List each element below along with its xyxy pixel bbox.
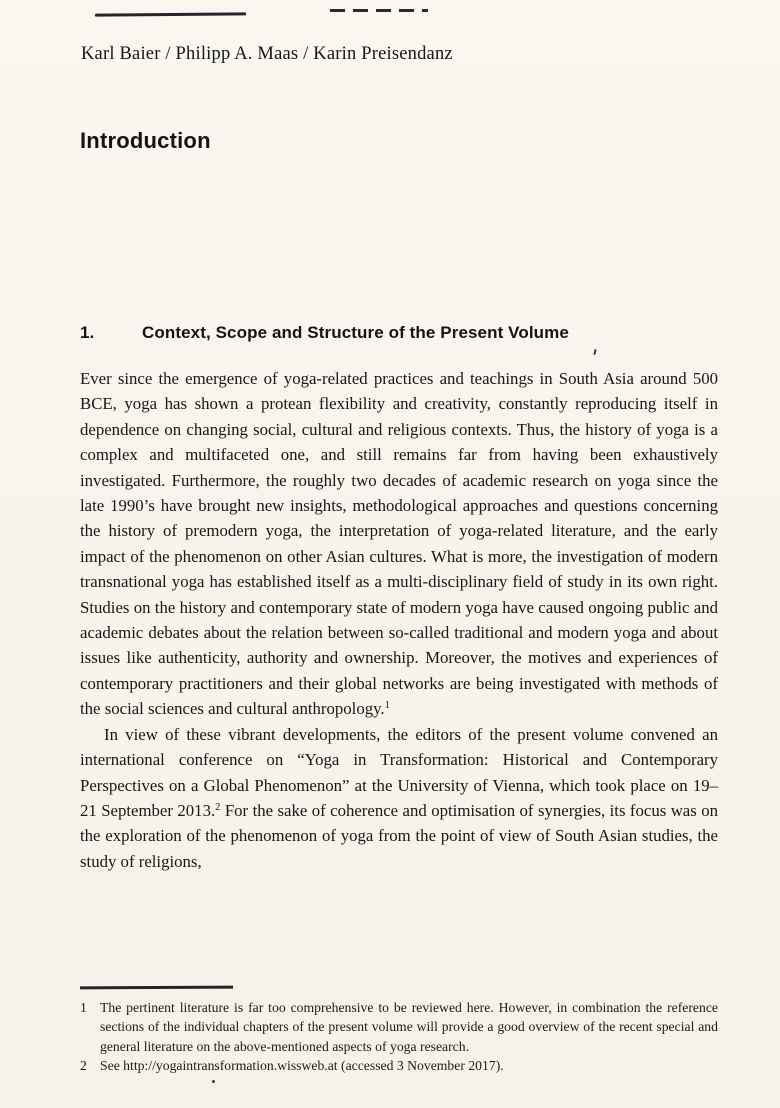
author-line: Karl Baier / Philipp A. Maas / Karin Preisendanz (81, 44, 453, 64)
paragraph-2-text-before: In view of these vibrant developments, the editors of the present volume convened an international conference on “Yoga in Transformation: Historical and Contemporary Perspectives on a Global Phenomenon” at the University of Vienna, which took place on 19–21 September 2013. (80, 724, 718, 820)
footnote-marker-1: 1 (384, 700, 390, 712)
footnote-1-text: The pertinent literature is far too comprehensive to be reviewed here. However, in combination the reference sections of the individual chapters of the present volume will provide a good overview of the recent special and general literature on the above-mentioned aspects of yoga research. (100, 999, 718, 1054)
footnote-2-number: 2 (80, 1058, 87, 1074)
scan-artifact-top-rule (95, 12, 246, 16)
paragraph-1-text: Ever since the emergence of yoga-related practices and teachings in South Asia around 500 BCE, yoga has shown a protean flexibility and creativity, constantly reproducing itself in dependence on changing social, cultural and religious contexts. Thus, the history of yoga is a complex and multifaceted one, and still remains far from having been exhaustively investigated. Furthermore, the roughly two decades of academic research on yoga since the late 1990’s have brought new insights, methodological approaches and questions concerning the history of premodern yoga, the interpretation of yoga-related literature, and the early impact of the phenomenon on other Asian cultures. What is more, the investigation of modern transnational yoga has established itself as a multi-disciplinary field of study in its own right. Studies on the history and contemporary state of modern yoga have caused ongoing public and academic debates about the relation between so-called traditional and modern yoga and about issues like authenticity, authority and ownership. Moreover, the motives and experiences of contemporary practitioners and their global networks are being investigated with methods of the social sciences and cultural anthropology. (80, 369, 718, 719)
paragraph-1 (80, 366, 718, 722)
footnote-marker-2: 2 (215, 801, 221, 813)
scan-artifact-dot (212, 1080, 215, 1083)
scan-artifact-top-dashes (330, 9, 428, 12)
body-text (80, 366, 718, 874)
footnote-2-text: See http://yogaintransformation.wissweb.at (accessed 3 November 2017). (100, 1058, 504, 1074)
chapter-title: Introduction (80, 128, 211, 153)
footnote-1 (80, 998, 718, 1057)
footnote-2 (80, 1056, 718, 1076)
footnote-separator-rule (80, 986, 233, 989)
paragraph-2 (80, 722, 718, 874)
paragraph-2-text-after: For the sake of coherence and optimisation of synergies, its focus was on the exploration of the phenomenon of yoga from the point of view of South Asian studies, the study of religions, (80, 800, 718, 871)
section-title: Context, Scope and Structure of the Present Volume (142, 323, 569, 342)
footnote-1-number: 1 (80, 999, 87, 1015)
scan-artifact-apostrophe (593, 349, 596, 355)
section-number: 1. (80, 323, 95, 342)
footnote-area (80, 986, 718, 1076)
section-heading (80, 323, 718, 343)
